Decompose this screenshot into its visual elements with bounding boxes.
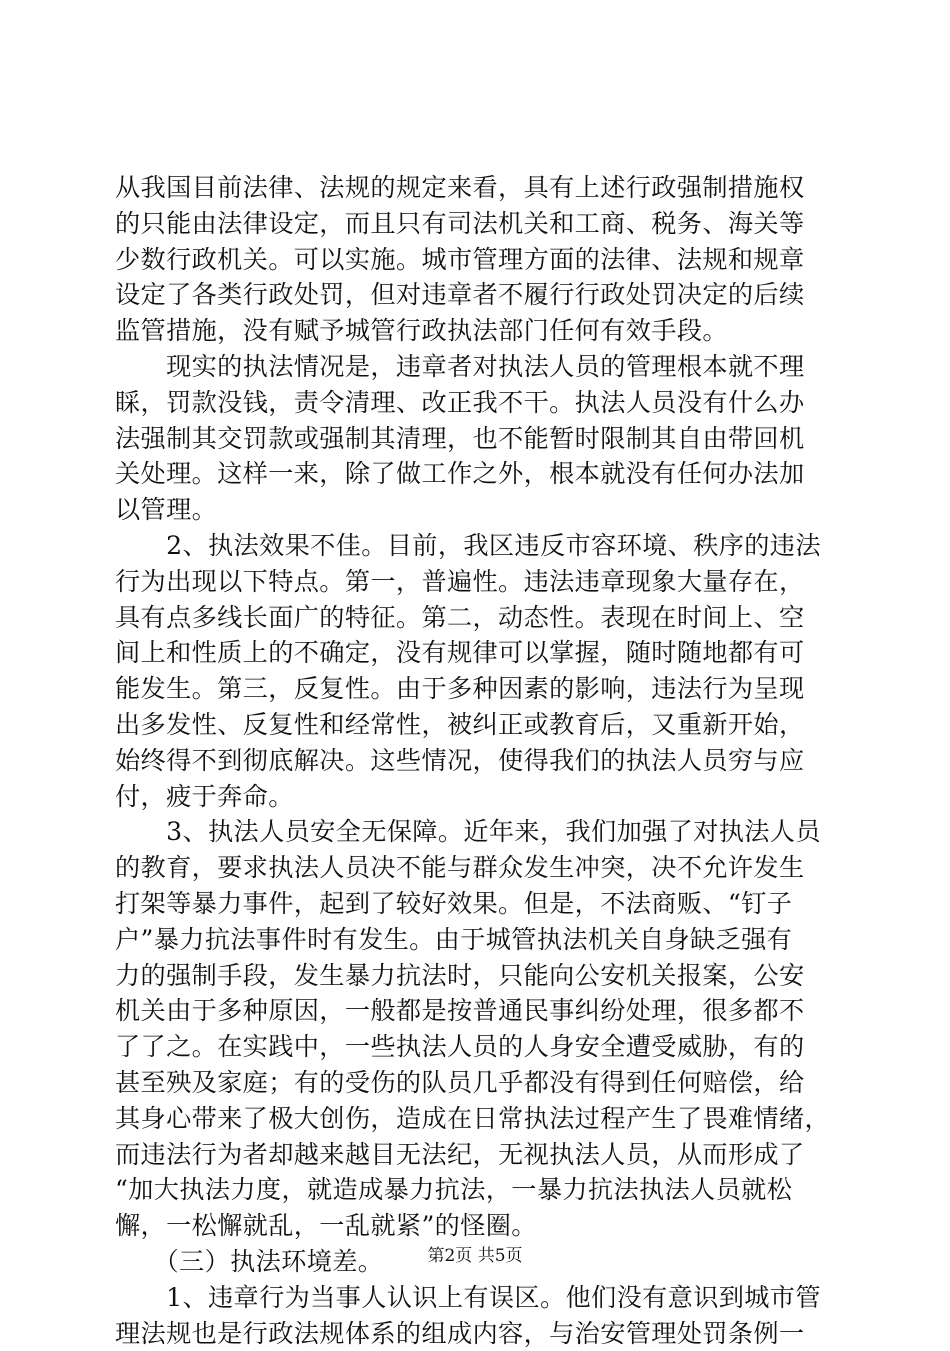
text-line: 懈，一松懈就乱，一乱就紧”的怪圈。 — [115, 1208, 839, 1244]
text-line: 现实的执法情况是，违章者对执法人员的管理根本就不理 — [115, 349, 839, 385]
page-footer — [0, 1244, 950, 1268]
text-line: 能发生。第三，反复性。由于多种因素的影响，违法行为呈现 — [115, 671, 839, 707]
text-line: 的只能由法律设定，而且只有司法机关和工商、税务、海关等 — [115, 206, 839, 242]
text-line: 力的强制手段，发生暴力抗法时，只能向公安机关报案，公安 — [115, 958, 839, 994]
text-line: 少数行政机关。可以实施。城市管理方面的法律、法规和规章 — [115, 242, 839, 278]
text-line: 3、执法人员安全无保障。近年来，我们加强了对执法人员 — [115, 814, 839, 850]
text-line: 行为出现以下特点。第一，普遍性。违法违章现象大量存在， — [115, 564, 839, 600]
text-line: 而违法行为者却越来越目无法纪，无视执法人员，从而形成了 — [115, 1137, 839, 1173]
text-line: 具有点多线长面广的特征。第二，动态性。表现在时间上、空 — [115, 600, 839, 636]
text-line: 了了之。在实践中，一些执法人员的人身安全遭受威胁，有的 — [115, 1029, 839, 1065]
text-line: 睬，罚款没钱，责令清理、改正我不干。执法人员没有什么办 — [115, 385, 839, 421]
text-line: 从我国目前法律、法规的规定来看，具有上述行政强制措施权 — [115, 170, 839, 206]
text-line: 设定了各类行政处罚，但对违章者不履行行政处罚决定的后续 — [115, 277, 839, 313]
text-line: 间上和性质上的不确定，没有规律可以掌握，随时随地都有可 — [115, 635, 839, 671]
text-line: 机关由于多种原因，一般都是按普通民事纠纷处理，很多都不 — [115, 993, 839, 1029]
text-line: 甚至殃及家庭；有的受伤的队员几乎都没有得到任何赔偿，给 — [115, 1065, 839, 1101]
text-line: “加大执法力度，就造成暴力抗法，一暴力抗法执法人员就松 — [115, 1172, 839, 1208]
text-line: 1、违章行为当事人认识上有误区。他们没有意识到城市管 — [115, 1280, 839, 1316]
text-line: 始终得不到彻底解决。这些情况，使得我们的执法人员穷与应 — [115, 743, 839, 779]
text-line: 付，疲于奔命。 — [115, 779, 839, 815]
text-line: 以管理。 — [115, 492, 839, 528]
text-line: 理法规也是行政法规体系的组成内容，与治安管理处罚条例一 — [115, 1316, 839, 1351]
text-line: 的教育，要求执法人员决不能与群众发生冲突，决不允许发生 — [115, 850, 839, 886]
text-line: 关处理。这样一来，除了做工作之外，根本就没有任何办法加 — [115, 456, 839, 492]
document-body — [115, 170, 839, 1351]
text-line: 2、执法效果不佳。目前，我区违反市容环境、秩序的违法 — [115, 528, 839, 564]
text-line: 其身心带来了极大创伤，造成在日常执法过程产生了畏难情绪， — [115, 1101, 839, 1137]
text-line: 出多发性、反复性和经常性，被纠正或教育后，又重新开始， — [115, 707, 839, 743]
text-line: 户”暴力抗法事件时有发生。由于城管执法机关自身缺乏强有 — [115, 922, 839, 958]
text-line: 打架等暴力事件，起到了较好效果。但是，不法商贩、“钉子 — [115, 886, 839, 922]
text-line: 法强制其交罚款或强制其清理，也不能暂时限制其自由带回机 — [115, 421, 839, 457]
text-line: 监管措施，没有赋予城管行政执法部门任何有效手段。 — [115, 313, 839, 349]
page-number-indicator: 第2页 共5页 — [427, 1246, 522, 1266]
text-line: （三）执法环境差。 — [115, 1244, 839, 1280]
